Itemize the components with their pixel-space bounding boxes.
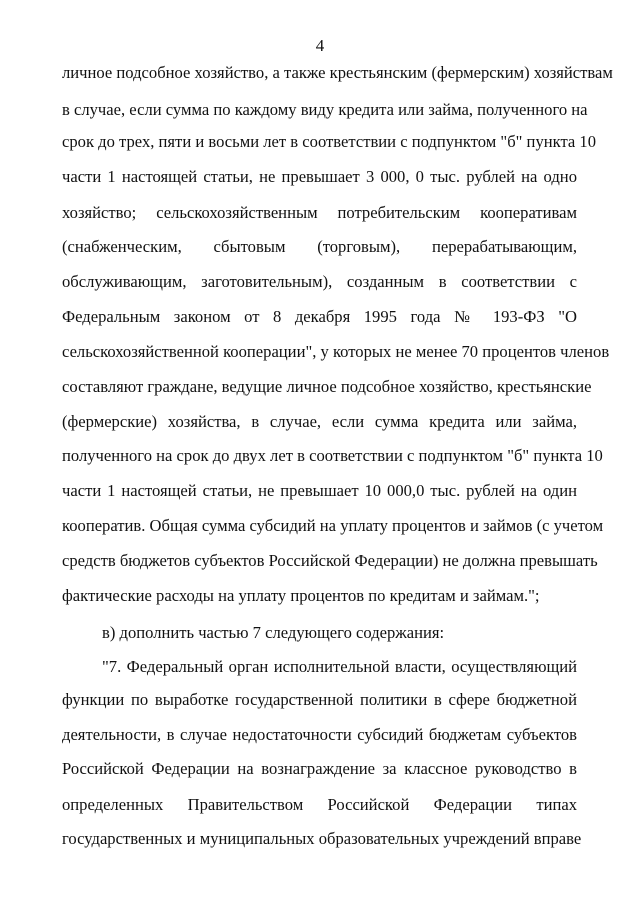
text-line: государственных и муниципальных образовательных учреждений вправе	[62, 829, 582, 848]
text-line: деятельности, в случае недостаточности субсидий бюджетам субъектов	[62, 725, 577, 744]
text-line: (снабженческим, сбытовым (торговым), перерабатывающим,	[62, 237, 577, 256]
page-number: 4	[315, 36, 325, 55]
text-line: полученного на срок до двух лет в соответствии с подпунктом "б" пункта 10	[62, 446, 603, 465]
text-line: кооператив. Общая сумма субсидий на уплату процентов и займов (с учетом	[62, 516, 604, 535]
text-line: срок до трех, пяти и восьми лет в соответствии с подпунктом "б" пункта 10	[62, 132, 597, 151]
text-line: средств бюджетов субъектов Российской Федерации) не должна превышать	[62, 551, 598, 570]
text-line: хозяйство; сельскохозяйственным потребительским кооперативам	[62, 203, 577, 222]
text-line: фактические расходы на уплату процентов по кредитам и займам.";	[62, 586, 540, 605]
text-line: в случае, если сумма по каждому виду кредита или займа, полученного на	[62, 100, 588, 119]
text-line: сельскохозяйственной кооперации", у которых не менее 70 процентов членов	[62, 342, 610, 361]
text-line: функции по выработке государственной политики в сфере бюджетной	[62, 690, 577, 709]
text-line: определенных Правительством Российской Федерации типах	[62, 795, 577, 814]
text-line: (фермерские) хозяйства, в случае, если сумма кредита или займа,	[62, 412, 577, 431]
text-line: в) дополнить частью 7 следующего содержания:	[102, 623, 445, 642]
text-line: части 1 настоящей статьи, не превышает 3 000, 0 тыс. рублей на одно	[62, 167, 577, 186]
text-line: части 1 настоящей статьи, не превышает 10 000,0 тыс. рублей на один	[62, 481, 577, 500]
text-line: Федеральным законом от 8 декабря 1995 года № 193-ФЗ "О	[62, 307, 577, 326]
text-line: "7. Федеральный орган исполнительной власти, осуществляющий	[102, 657, 577, 676]
text-line: составляют граждане, ведущие личное подсобное хозяйство, крестьянские	[62, 377, 592, 396]
text-line: личное подсобное хозяйство, а также крестьянским (фермерским) хозяйствам	[62, 63, 613, 82]
text-line: Российской Федерации на вознаграждение за классное руководство в	[62, 759, 577, 778]
text-line: обслуживающим, заготовительным), созданным в соответствии с	[62, 272, 577, 291]
